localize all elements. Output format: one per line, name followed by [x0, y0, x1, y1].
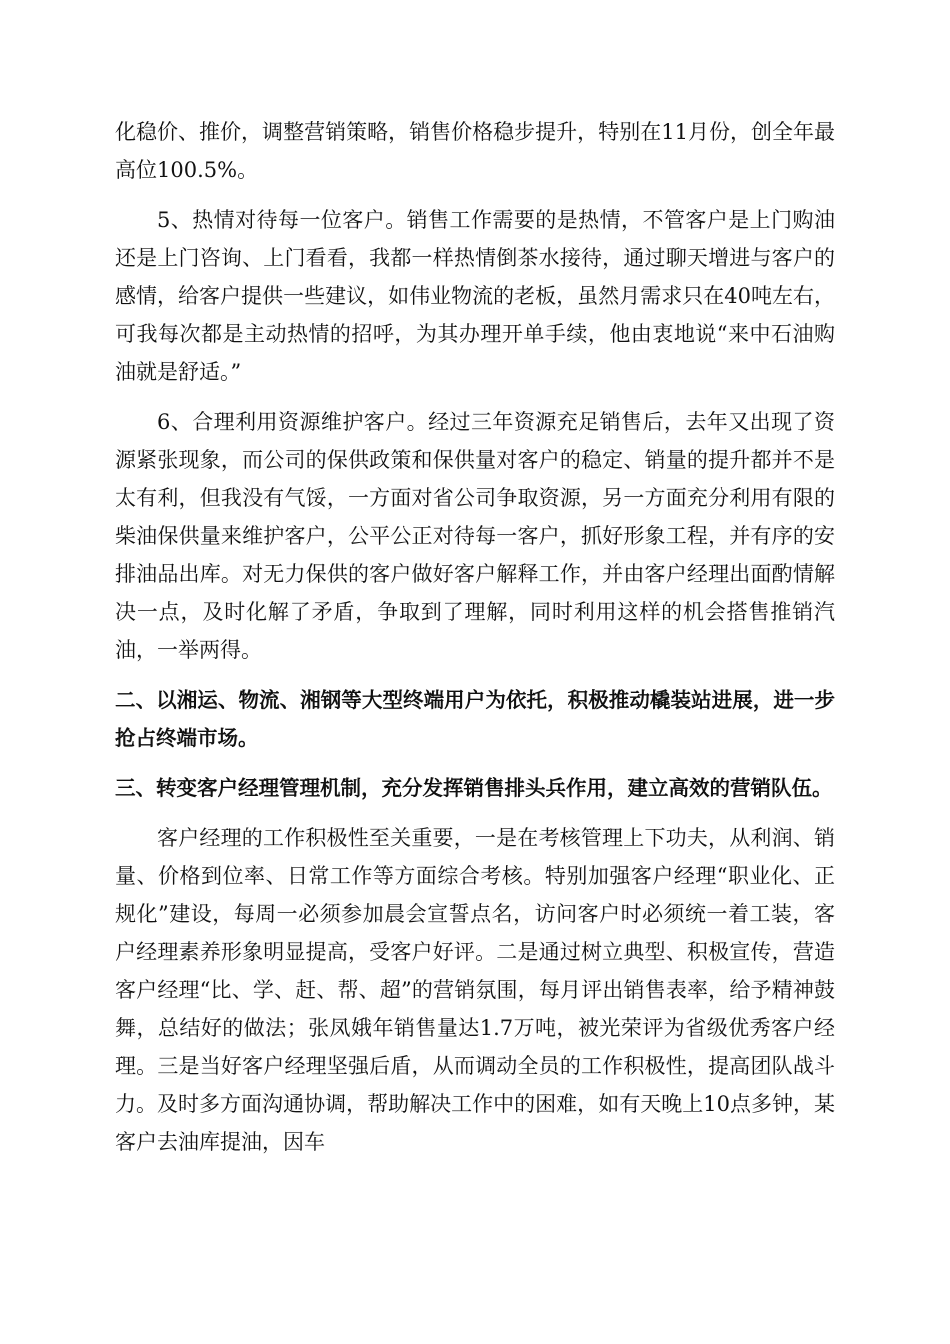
paragraph-continuation: 化稳价、推价，调整营销策略，销售价格稳步提升，特别在11月份，创全年最高位100.5%。 — [115, 120, 835, 182]
paragraph-item-6: 6、合理利用资源维护客户。经过三年资源充足销售后，去年又出现了资源紧张现象，而公司的保供政策和保供量对客户的稳定、销量的提升都并不是太有利，但我没有气馁，一方面对省公司争取资源，另一方面充分利用有限的柴油保供量来维护客户，公平公正对待每一客户，抓好形象工程，并有序的安排油品出库。对无力保供的客户做好客户解释工作，并由客户经理出面酌情解决一点，及时化解了矛盾，争取到了理解，同时利用这样的机会搭售推销汽油，一举两得。 — [115, 410, 835, 662]
document-page — [115, 113, 835, 1173]
section-heading-3: 三、转变客户经理管理机制，充分发挥销售排头兵作用，建立高效的营销队伍。 — [115, 776, 833, 800]
section-heading-2: 二、以湘运、物流、湘钢等大型终端用户为依托，积极推动橇装站进展，进一步抢占终端市场。 — [115, 688, 835, 750]
paragraph-item-5: 5、热情对待每一位客户。销售工作需要的是热情，不管客户是上门购油还是上门咨询、上门看看，我都一样热情倒茶水接待，通过聊天增进与客户的感情，给客户提供一些建议，如伟业物流的老板，虽然月需求只在40吨左右，可我每次都是主动热情的招呼，为其办理开单手续，他由衷地说“来中石油购油就是舒适。” — [115, 208, 835, 384]
paragraph-section-3-body: 客户经理的工作积极性至关重要，一是在考核管理上下功夫，从利润、销量、价格到位率、日常工作等方面综合考核。特别加强客户经理“职业化、正规化”建设，每周一必须参加晨会宣誓点名，访问客户时必须统一着工装，客户经理素养形象明显提高，受客户好评。二是通过树立典型、积极宣传，营造客户经理“比、学、赶、帮、超”的营销氛围，每月评出销售表率，给予精神鼓舞，总结好的做法；张凤娥年销售量达1.7万吨，被光荣评为省级优秀客户经理。三是当好客户经理坚强后盾，从而调动全员的工作积极性，提高团队战斗力。及时多方面沟通协调，帮助解决工作中的困难，如有天晚上10点多钟，某客户去油库提油，因车 — [115, 826, 835, 1154]
